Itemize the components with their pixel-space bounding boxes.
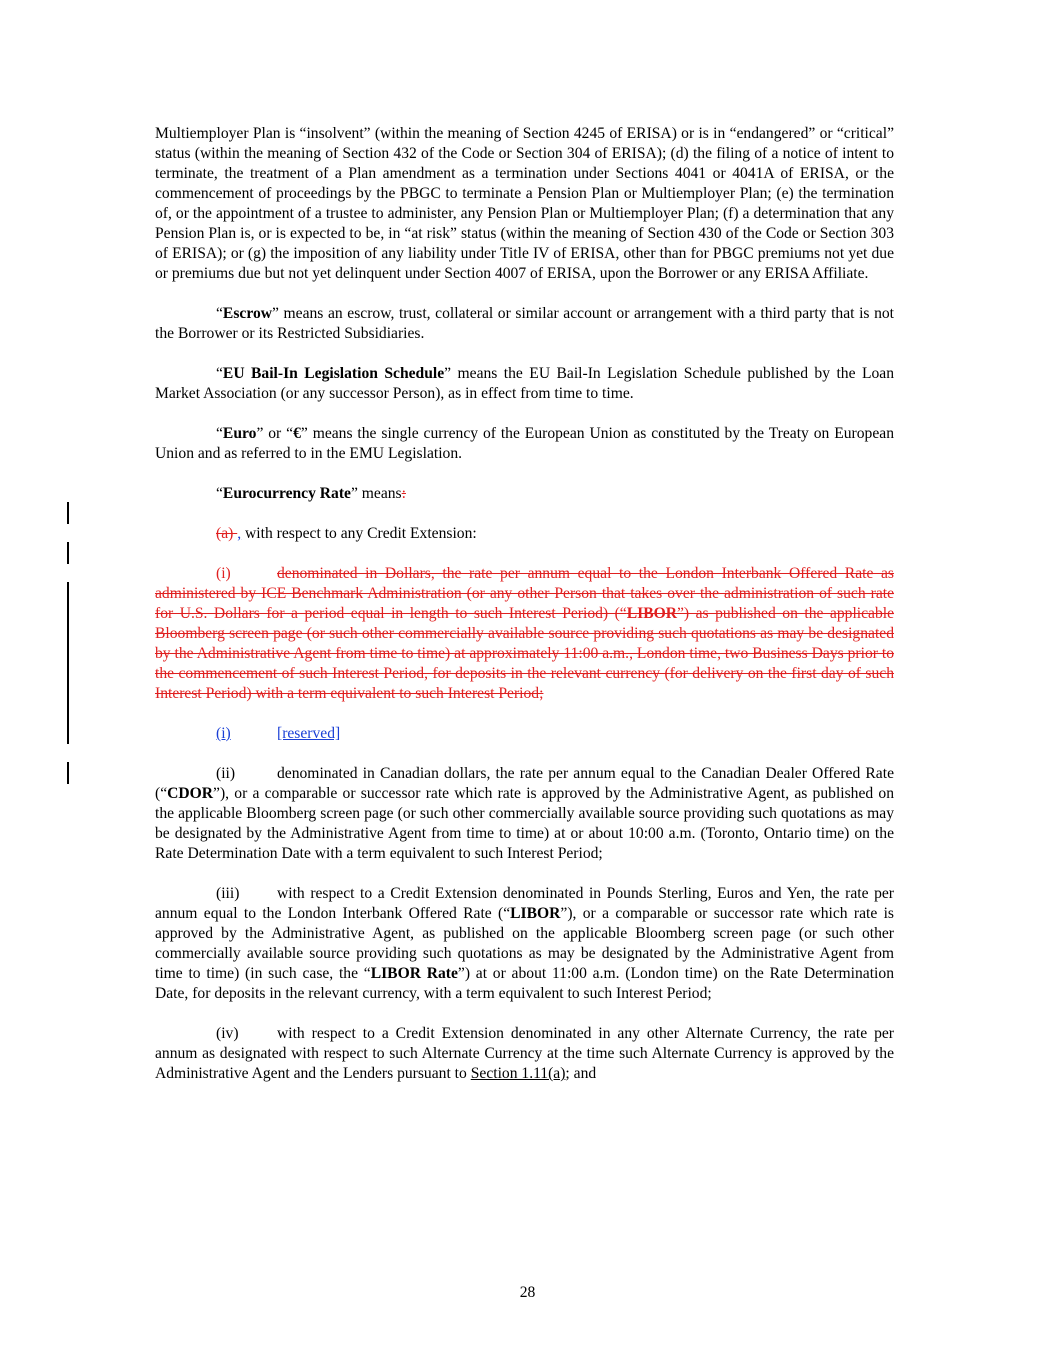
document-page (155, 124, 894, 1104)
eurocurrency-rate-definition: “Eurocurrency Rate” means: (216, 485, 406, 502)
defined-term: Euro (222, 425, 257, 442)
inserted-text: , (237, 525, 242, 542)
change-bar (67, 582, 69, 744)
clause-iii: (iii) with respect to a Credit Extension denominated in Pounds Sterling, Euros and Yen, the rate per annum equal to the London Interbank Offered Rate (“LIBOR”), or a comparable or successor rate which rate is approved by the Administrative Agent, as published on the applicable Bloomberg screen page (or such other commercially available source providing such quotations as may be designated by the Administrative Agent from time to time) (in such case, the “LIBOR Rate”) at or about 11:00 a.m. (London time) on the Rate Determination Date, for deposits in the relevant currency, with a term equivalent to such Interest Period; (155, 885, 894, 1002)
deleted-text: (a) (216, 525, 238, 542)
clause-number: (iii) (216, 885, 240, 902)
deleted-clause-i: (i) denominated in Dollars, the rate per annum equal to the London Interbank Offered Rate as administered by ICE Benchmark Administration (or any other Person that takes over the administration of such rate for U.S. Dollars for a period equal in length to such Interest Period) (“LIBOR”) as published on the applicable Bloomberg screen page (or such other commercially available source providing such quotations as may be designated by the Administrative Agent from time to time) at approximately 11:00 a.m., London time, two Business Days prior to the commencement of such Interest Period, for deposits in the relevant currency (for delivery on the first day of such Interest Period) with a term equivalent to such Interest Period; (155, 565, 894, 702)
eu-bail-in-definition: “EU Bail-In Legislation Schedule” means the EU Bail-In Legislation Schedule published by the Loan Market Association (or any successor Person), as in effect from time to time. (155, 365, 895, 402)
defined-term: LIBOR (510, 905, 561, 922)
change-bar (67, 502, 69, 524)
euro-symbol: € (293, 425, 301, 442)
clause-number: (i) (216, 725, 231, 742)
defined-term: LIBOR (626, 605, 677, 622)
change-bar (67, 542, 69, 564)
defined-term: EU Bail-In Legislation Schedule (222, 365, 445, 382)
euro-definition: “Euro” or “€” means the single currency of the European Union as constituted by the Treaty on European Union and as referred to in the EMU Legislation. (155, 425, 894, 462)
deleted-text: : (401, 485, 406, 502)
clause-number: (iv) (216, 1025, 239, 1042)
credit-extension-clause: (a) , with respect to any Credit Extension: (216, 525, 477, 542)
escrow-definition: “Escrow” means an escrow, trust, collateral or similar account or arrangement with a third party that is not the Borrower or its Restricted Subsidiaries. (155, 305, 894, 342)
clause-number: (i) (216, 565, 231, 582)
change-bar (67, 762, 69, 784)
erisa-continuation-paragraph: Multiemployer Plan is “insolvent” (within the meaning of Section 4245 of ERISA) or is in “endangered” or “critical” status (within the meaning of Section 432 of the Code or Section 304 of ERISA); (d) the filing of a notice of intent to terminate, the treatment of a Plan amendment as a termination under Sections 4041 or 4041A of ERISA, or the commencement of proceedings by the PBGC to terminate a Pension Plan or Multiemployer Plan; (e) the termination of, or the appointment of a trustee to administer, any Pension Plan or Multiemployer Plan; (f) a determination that any Pension Plan is, or is expected to be, in “at risk” status (within the meaning of Section 430 of the Code or Section 303 of ERISA); or (g) the imposition of any liability under Title IV of ERISA, other than for PBGC premiums not yet due or premiums due but not yet delinquent under Section 4007 of ERISA, upon the Borrower or any ERISA Affiliate. (155, 125, 894, 282)
inserted-clause-i (155, 724, 894, 744)
clause-iv: (iv) with respect to a Credit Extension denominated in any other Alternate Currency, the rate per annum as designated with respect to such Alternate Currency at the time such Alternate Currency is approved by the Administrative Agent and the Lenders pursuant to Section 1.11(a); and (155, 1025, 894, 1082)
page-number: 28 (519, 1284, 536, 1301)
defined-term: Eurocurrency Rate (222, 485, 351, 502)
clause-ii: (ii) denominated in Canadian dollars, the rate per annum equal to the Canadian Dealer Offered Rate (“CDOR”), or a comparable or successor rate which rate is approved by the Administrative Agent, as published on the applicable Bloomberg screen page (or such other commercially available source providing such quotations as may be designated by the Administrative Agent from time to time) at or about 10:00 a.m. (Toronto, Ontario time) on the Rate Determination Date with a term equivalent to such Interest Period; (155, 765, 894, 862)
section-reference: Section 1.11(a) (470, 1065, 566, 1082)
clause-number: (ii) (216, 765, 236, 782)
defined-term: CDOR (167, 785, 214, 802)
defined-term: Escrow (222, 305, 273, 322)
inserted-text: [reserved] (277, 725, 341, 742)
defined-term: LIBOR Rate (370, 965, 458, 982)
